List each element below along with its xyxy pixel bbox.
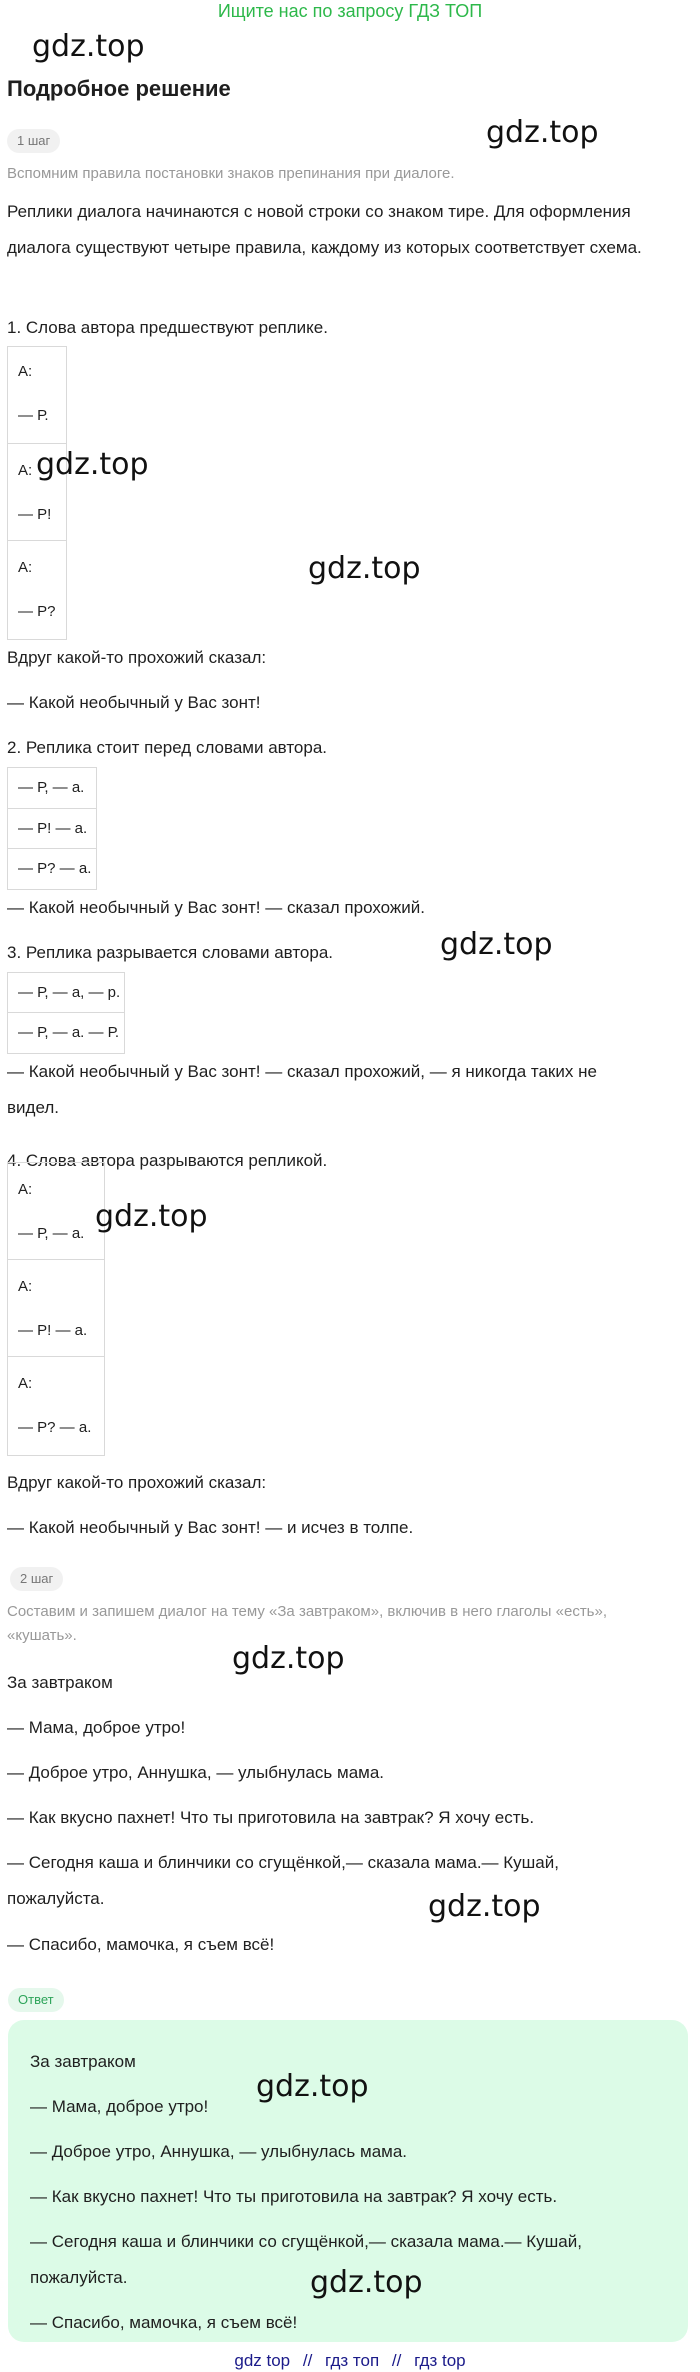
scheme-text: — Р? — а. [18, 860, 92, 877]
search-banner: Ищите нас по запросу ГДЗ ТОП [217, 1, 483, 21]
footer-separator: // [302, 2351, 313, 2370]
watermark: gdz.top [36, 447, 149, 482]
rule-3: 3. Реплика разрывается словами автора. [7, 943, 334, 962]
watermark: gdz.top [440, 927, 553, 962]
watermark: gdz.top [428, 1889, 541, 1924]
step-badge: 1 шаг [7, 129, 60, 153]
watermark: gdz.top [232, 1641, 345, 1676]
dialog-line: — Доброе утро, Аннушка, — улыбнулась мама. [7, 1763, 385, 1782]
watermark: gdz.top [310, 2265, 423, 2300]
watermark: gdz.top [32, 29, 145, 64]
step-badge: 2 шаг [10, 1567, 63, 1591]
example-text: — Какой необычный у Вас зонт! [7, 693, 261, 712]
scheme-replica: — Р! — а. [18, 1322, 88, 1339]
scheme-replica: — Р? — а. [18, 1419, 92, 1436]
dialog-line: За завтраком [7, 1673, 113, 1692]
dialog-line: — Мама, доброе утро! [7, 1718, 186, 1737]
answer-line: — Сегодня каша и блинчики со сгущёнкой,— сказала мама.— Кушай, пожалуйста. [30, 2232, 582, 2287]
watermark: gdz.top [308, 551, 421, 586]
scheme-author: А: [18, 462, 33, 479]
example-text: Вдруг какой-то прохожий сказал: [7, 1473, 267, 1492]
step-hint: Вспомним правила постановки знаков препинания при диалоге. [7, 165, 455, 182]
footer-links [0, 2350, 700, 2372]
rule-4: 4. Слова автора разрываются репликой. [7, 1151, 328, 1170]
scheme-author: А: [18, 1181, 33, 1198]
scheme-cell [7, 972, 125, 1013]
scheme-cell [7, 767, 97, 809]
scheme-cell [7, 346, 67, 444]
answer-line: — Доброе утро, Аннушка, — улыбнулась мама. [30, 2142, 408, 2161]
answer-line: — Спасибо, мамочка, я съем всё! [30, 2313, 298, 2332]
scheme-text: — Р, — а. — Р. [18, 1024, 120, 1041]
scheme-cell [7, 808, 97, 849]
watermark: gdz.top [95, 1199, 208, 1234]
scheme-replica: — Р! [18, 506, 52, 523]
scheme-cell [7, 1012, 125, 1054]
dialog-line: — Спасибо, мамочка, я съем всё! [7, 1935, 275, 1954]
watermark: gdz.top [256, 2069, 369, 2104]
scheme-cell [7, 1259, 105, 1357]
scheme-cell [7, 848, 97, 890]
example-text: — Какой необычный у Вас зонт! — и исчез в толпе. [7, 1518, 414, 1537]
rule-2: 2. Реплика стоит перед словами автора. [7, 738, 328, 757]
answer-badge: Ответ [8, 1988, 64, 2012]
step-hint: Составим и запишем диалог на тему «За завтраком», включив в него глаголы «есть», «кушать». [7, 1603, 608, 1644]
scheme-replica: — Р, — а. [18, 1225, 85, 1242]
example-text: Вдруг какой-то прохожий сказал: [7, 648, 267, 667]
scheme-author: А: [18, 363, 33, 380]
dialog-line: — Как вкусно пахнет! Что ты приготовила на завтрак? Я хочу есть. [7, 1808, 535, 1827]
scheme-author: А: [18, 1375, 33, 1392]
footer-separator: // [391, 2351, 402, 2370]
answer-line: За завтраком [30, 2052, 136, 2071]
example-text: — Какой необычный у Вас зонт! — сказал прохожий, — я никогда таких не видел. [7, 1062, 597, 1117]
footer-link[interactable]: гдз топ [325, 2351, 380, 2370]
dialog-line: — Сегодня каша и блинчики со сгущёнкой,— сказала мама.— Кушай, пожалуйста. [7, 1853, 559, 1908]
scheme-text: — Р! — а. [18, 820, 88, 837]
scheme-replica: — Р. [18, 407, 49, 424]
scheme-author: А: [18, 1278, 33, 1295]
answer-line: — Мама, доброе утро! [30, 2097, 209, 2116]
footer-link[interactable]: гдз top [414, 2351, 466, 2370]
scheme-author: А: [18, 559, 33, 576]
scheme-cell [7, 1356, 105, 1456]
scheme-text: — Р, — а. [18, 779, 85, 796]
scheme-text: — Р, — а, — р. [18, 984, 121, 1001]
scheme-cell [7, 540, 67, 640]
page-title: Подробное решение [7, 76, 231, 101]
scheme-cell [7, 1162, 105, 1260]
rule-1: 1. Слова автора предшествуют реплике. [7, 318, 328, 337]
watermark: gdz.top [486, 115, 599, 150]
footer-link[interactable]: gdz top [234, 2351, 291, 2370]
rules-intro: Реплики диалога начинаются с новой строки со знаком тире. Для оформления диалога существуют четыре правила, каждому из которых соответствует схема. [7, 202, 642, 257]
scheme-replica: — Р? [18, 603, 56, 620]
example-text: — Какой необычный у Вас зонт! — сказал прохожий. [7, 898, 426, 917]
answer-line: — Как вкусно пахнет! Что ты приготовила на завтрак? Я хочу есть. [30, 2187, 558, 2206]
